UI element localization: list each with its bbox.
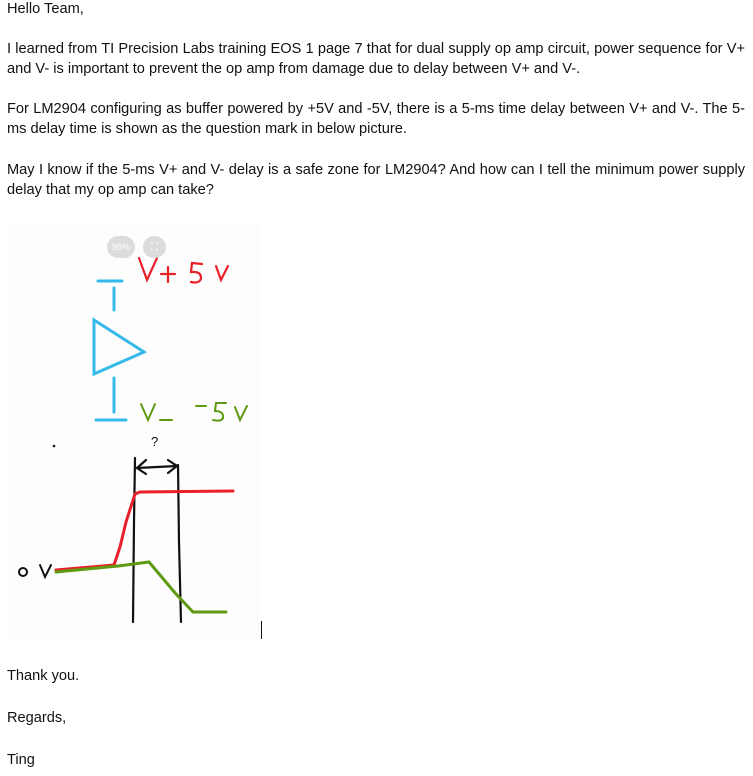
paragraph-lm2904-setup: For LM2904 configuring as buffer powered by +5V and -5V, there is a 5-ms time delay between V+ and V-. The 5-ms delay time is shown as the question mark in below picture. — [7, 101, 745, 137]
thanks-text: Thank you. — [7, 668, 80, 684]
vminus-waveform — [56, 562, 226, 612]
regards-text: Regards, — [7, 710, 67, 726]
signature-text: Ting — [7, 752, 35, 768]
expand-image-button[interactable] — [143, 236, 166, 258]
opamp-symbol — [94, 281, 144, 420]
paragraph-power-sequence: I learned from TI Precision Labs training EOS 1 page 7 that for dual supply op amp circuit, power sequence for V+ and V- is important to prevent the op amp from damage due to delay between V+ and V-. — [7, 41, 745, 77]
delay-question-label: ? — [151, 434, 159, 449]
zoom-level-badge[interactable]: 96% — [107, 236, 135, 258]
vplus-waveform — [56, 491, 233, 570]
text-cursor — [261, 621, 262, 639]
greeting-text: Hello Team, — [7, 1, 84, 17]
attached-sketch-image[interactable] — [8, 222, 260, 640]
vplus-label-sketch — [139, 258, 228, 283]
zero-volt-label-sketch — [19, 565, 51, 577]
vminus-label-sketch — [141, 403, 247, 421]
expand-icon: ⛶ — [151, 241, 158, 253]
paragraph-question: May I know if the 5-ms V+ and V- delay is a safe zone for LM2904? And how can I tell the minimum power supply delay that my op amp can take? — [7, 162, 745, 198]
power-sequence-sketch — [8, 222, 260, 640]
delay-markers — [133, 458, 181, 622]
